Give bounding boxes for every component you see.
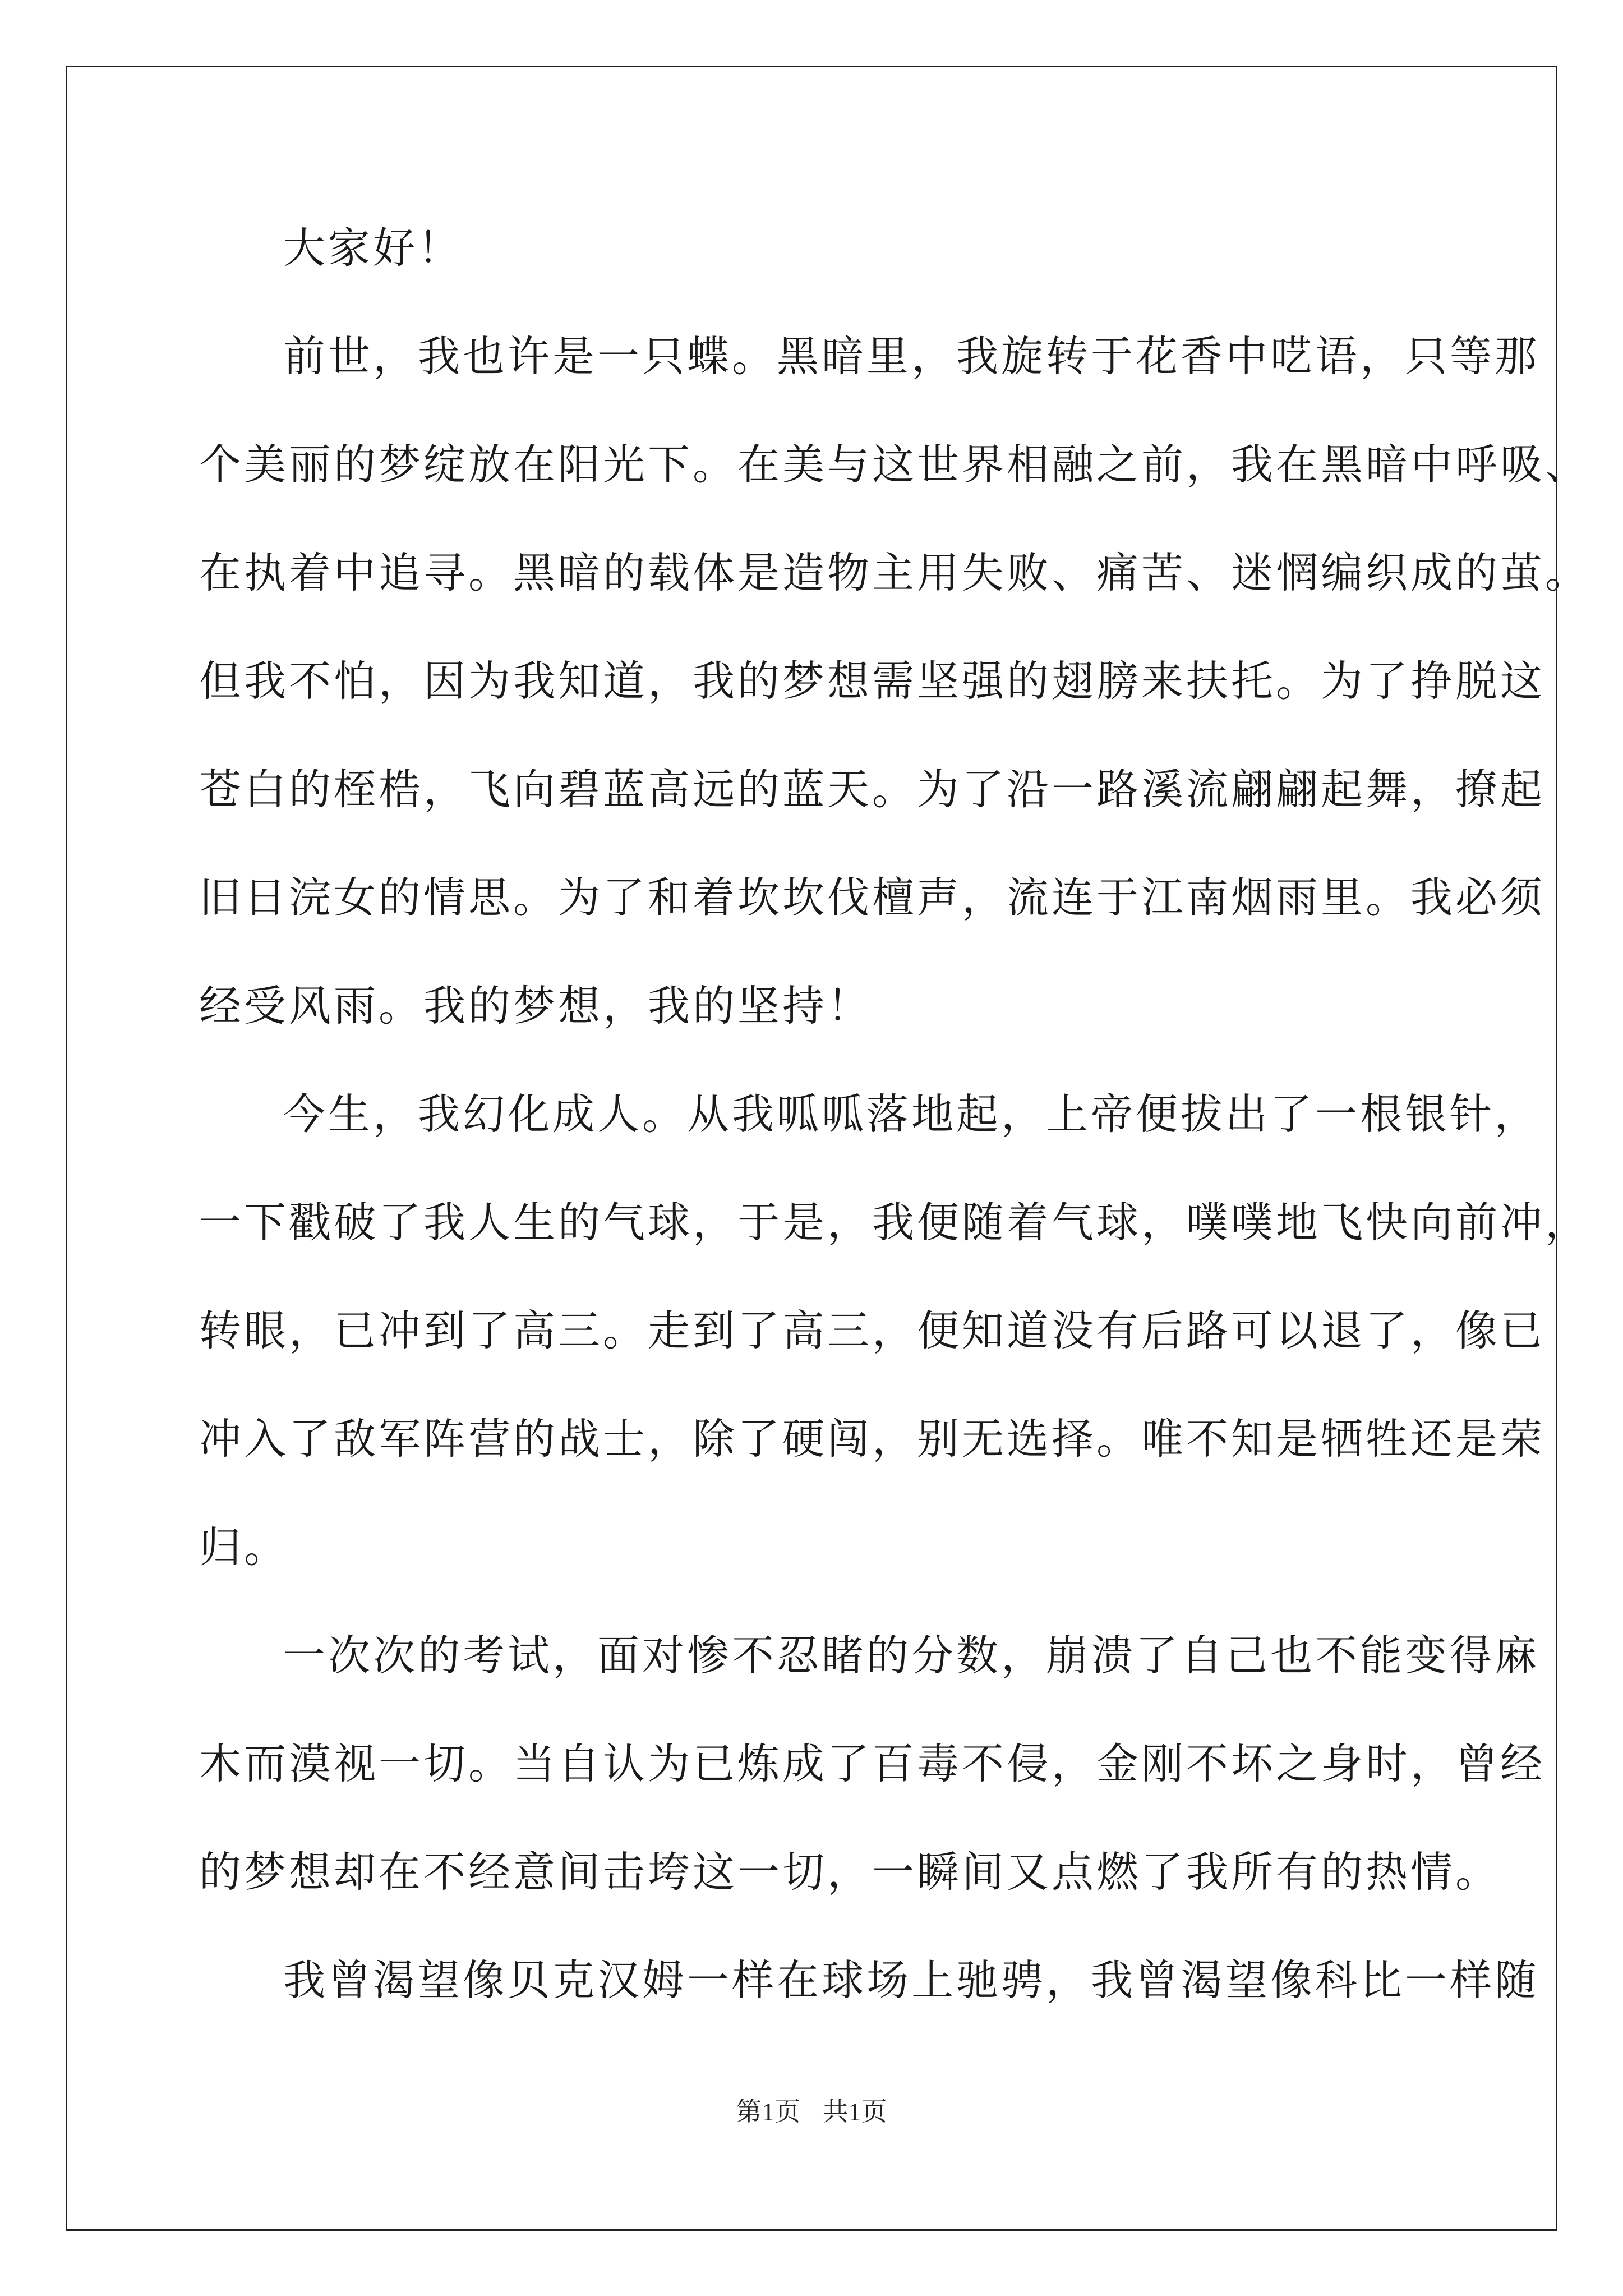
text-line: 在执着中追寻。黑暗的载体是造物主用失败、痛苦、迷惘编织成的茧。 (199, 548, 1590, 597)
text-line: 苍白的桎梏，飞向碧蓝高远的蓝天。为了沿一路溪流翩翩起舞，撩起 (199, 765, 1546, 814)
text-line: 旧日浣女的情思。为了和着坎坎伐檀声，流连于江南烟雨里。我必须 (199, 873, 1546, 922)
text-line: 个美丽的梦绽放在阳光下。在美与这世界相融之前，我在黑暗中呼吸、 (199, 440, 1590, 489)
text-line: 转眼，已冲到了高三。走到了高三，便知道没有后路可以退了，像已 (199, 1306, 1546, 1355)
text-line: 我曾渴望像贝克汉姆一样在球场上驰骋，我曾渴望像科比一样随 (283, 1955, 1540, 2005)
text-line: 大家好！ (283, 223, 463, 273)
text-line: 的梦想却在不经意间击垮这一切，一瞬间又点燃了我所有的热情。 (199, 1847, 1501, 1897)
page-total: 共1页 (822, 2097, 887, 2126)
text-line: 前世，我也许是一只蝶。黑暗里，我旋转于花香中呓语，只等那 (283, 332, 1540, 381)
text-line: 今生，我幻化成人。从我呱呱落地起，上帝便拔出了一根银针， (283, 1089, 1540, 1139)
text-line: 但我不怕，因为我知道，我的梦想需坚强的翅膀来扶托。为了挣脱这 (199, 656, 1546, 706)
text-line: 经受风雨。我的梦想，我的坚持！ (199, 981, 873, 1030)
page-footer (0, 2095, 1623, 2129)
text-line: 木而漠视一切。当自认为已炼成了百毒不侵，金刚不坏之身时，曾经 (199, 1739, 1546, 1788)
text-line: 冲入了敌军阵营的战士，除了硬闯，别无选择。唯不知是牺牲还是荣 (199, 1414, 1546, 1464)
text-line: 归。 (199, 1522, 289, 1572)
text-line: 一下戳破了我人生的气球，于是，我便随着气球，噗噗地飞快向前冲， (199, 1198, 1590, 1247)
page-number: 第1页 (736, 2097, 801, 2126)
text-line: 一次次的考试，面对惨不忍睹的分数，崩溃了自己也不能变得麻 (283, 1631, 1540, 1680)
page-border (66, 66, 1557, 2231)
